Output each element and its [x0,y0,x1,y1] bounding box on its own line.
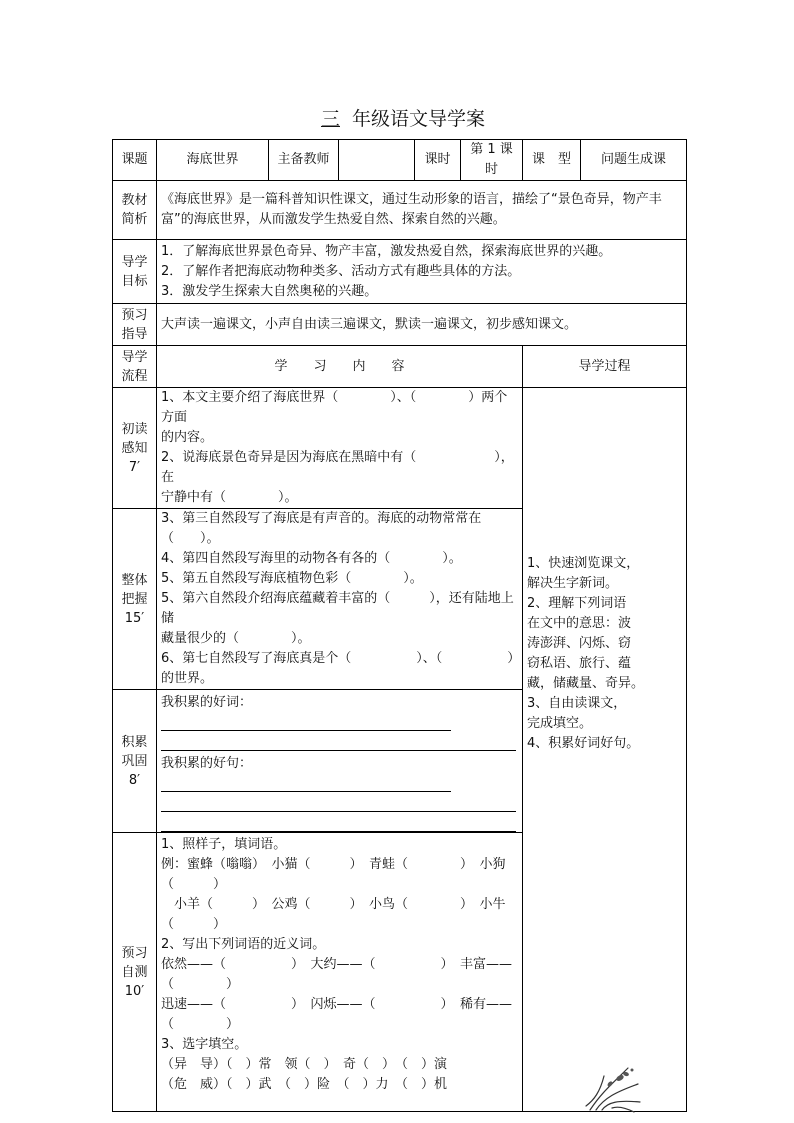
good-sentences-line[interactable] [161,777,451,792]
analysis-text: 《海底世界》是一篇科普知识性课文，通过生动形象的语言，描绘了“景色奇异，物产丰富”的海底世界，从而激发学生热爱自然、探索自然的兴趣。 [157,181,687,240]
page-title [0,104,794,131]
good-sentences-label: 我积累的好句： [161,756,253,771]
overall-label-line: 整体 [121,572,148,588]
fill-blank-line: 5、第五自然段写海底植物色彩（ ）。 [161,571,423,586]
initial-label-time: 7′ [128,459,141,475]
preview-guide-text: 大声读一遍课文，小声自由读三遍课文，默读一遍课文，初步感知课文。 [157,304,687,346]
exercise-line: 1、照样子，填词语。 [161,837,287,852]
good-sentences-line-2[interactable] [161,792,516,812]
exercise-line: （异 导）（ ）常 领（ ） 奇（ ） （ ）演 [161,1057,448,1072]
guide-line: 3、自由读课文， [527,696,627,711]
initial-reading-label [113,388,157,509]
guide-line: 4、积累好词好句。 [527,736,640,751]
fill-blank-line: 藏量很少的（ ）。 [161,631,311,646]
fill-blank-line: 5、第六自然段介绍海底蕴藏着丰富的（ ），还有陆地上储 [161,591,514,626]
grade-number: 三 [320,108,340,130]
fill-blank-line: 4、第四自然段写海里的动物各有各的（ ）。 [161,551,462,566]
teacher-value [339,140,415,181]
fill-blank-line: 宁静中有（ ）。 [161,490,298,505]
overall-label-time: 15′ [124,610,145,626]
overall-grasp-label [113,509,157,690]
fill-blank-line: 6、第七自然段写了海底真是个（ ）、（ ） [161,651,521,666]
fill-blank-line: 的世界。 [161,671,214,686]
orchid-ink-drawing-icon [582,1062,644,1114]
fill-blank-line: 3、第三自然段写了海底是有声音的。海底的动物常常在（ ）。 [161,511,482,546]
goals-row [113,240,687,304]
flow-header-row [113,346,687,388]
label-topic: 课题 [113,140,157,181]
initial-label-line: 感知 [121,440,148,456]
period-value: 第 1 课时 [461,140,523,181]
accumulate-content [157,690,523,833]
exercise-line: （ ） [161,917,227,932]
preview-guide-label [113,304,157,346]
exercise-line: （危 威）（ ）武 （ ）险 （ ）力 （ ）机 [161,1077,448,1092]
guide-line: 窃私语、旅行、蕴 [527,656,632,671]
label-type: 课 型 [523,140,581,181]
accumulate-label-line: 巩固 [121,753,148,769]
info-row [113,140,687,181]
exercise-line: 例：蜜蜂（嗡嗡） 小猫（ ） 青蛙（ ） 小狗 [161,857,506,872]
exercise-line: 迅速——（ ） 闪烁——（ ） 稀有—— [161,997,513,1012]
analysis-label [113,181,157,240]
guide-process-content [523,388,687,1112]
goals-label [113,240,157,304]
flow-label-line: 流程 [121,368,148,384]
process-title: 导学过程 [523,346,687,388]
goals-label-line: 导学 [121,254,148,270]
good-words-field[interactable] [161,693,518,731]
fill-blank-line: 1、本文主要介绍了海底世界（ ）、（ ）两个方面 [161,390,508,425]
good-words-line-2[interactable] [161,731,516,751]
self-test-content [157,833,523,1112]
guide-line: 藏，储藏量、奇异。 [527,676,645,691]
exercise-line: 小羊（ ） 公鸡（ ） 小鸟（ ） 小牛 [161,897,506,912]
flow-label-line: 导学 [121,349,148,365]
type-value: 问题生成课 [581,140,687,181]
good-sentences-line-3[interactable] [161,812,516,832]
goal-item: 1．了解海底世界景色奇异、物产丰富，激发热爱自然，探索海底世界的兴趣。 [161,243,612,259]
good-sentences-field[interactable] [161,754,518,792]
test-label-line: 预习 [121,945,148,961]
preview-guide-row [113,304,687,346]
overall-grasp-content [157,509,523,690]
fill-blank-line: 的内容。 [161,430,214,445]
flow-label [113,346,157,388]
preview-guide-label-line: 指导 [121,326,148,342]
title-suffix: 年级语文导学案 [352,108,486,130]
initial-reading-row [113,388,687,509]
guide-line: 2、理解下列词语 [527,596,627,611]
guide-line: 1、快速浏览课文， [527,556,640,571]
accumulate-label-line: 积累 [121,734,148,750]
exercise-line: （ ） [161,1017,240,1032]
label-period: 课时 [415,140,461,181]
fill-blank-line: 2、说海底景色奇异是因为海底在黑暗中有（ ），在 [161,450,514,485]
good-words-label: 我积累的好词： [161,695,253,710]
analysis-row [113,181,687,240]
good-words-line[interactable] [161,716,451,731]
accumulate-label [113,690,157,833]
overall-label-line: 把握 [121,591,148,607]
initial-reading-content [157,388,523,509]
exercise-line: 2、写出下列词语的近义词。 [161,937,326,952]
accumulate-label-time: 8′ [128,772,141,788]
preview-guide-label-line: 预习 [121,307,148,323]
test-label-time: 10′ [124,983,145,999]
analysis-label-line: 简析 [121,212,148,227]
exercise-line: 3、选字填空。 [161,1037,248,1052]
test-label-line: 自测 [121,964,148,980]
goal-item: 3．激发学生探索大自然奥秘的兴趣。 [161,283,378,299]
topic-value: 海底世界 [157,140,269,181]
analysis-label-line: 教材 [121,193,148,208]
lesson-plan-table [112,139,687,1112]
goals-list [157,240,687,304]
content-title: 学 习 内 容 [157,346,523,388]
guide-line: 完成填空。 [527,716,593,731]
exercise-line: （ ） [161,877,227,892]
exercise-line: 依然——（ ） 大约——（ ） 丰富—— [161,957,513,972]
self-test-label [113,833,157,1112]
guide-line: 涛澎湃、闪烁、窃 [527,636,632,651]
guide-line: 在文中的意思：波 [527,616,632,631]
label-teacher: 主备教师 [269,140,339,181]
guide-line: 解决生字新词。 [527,576,619,591]
exercise-line: （ ） [161,977,240,992]
initial-label-line: 初读 [121,421,148,437]
goal-item: 2．了解作者把海底动物种类多、活动方式有趣些具体的方法。 [161,263,521,279]
goals-label-line: 目标 [121,273,148,289]
